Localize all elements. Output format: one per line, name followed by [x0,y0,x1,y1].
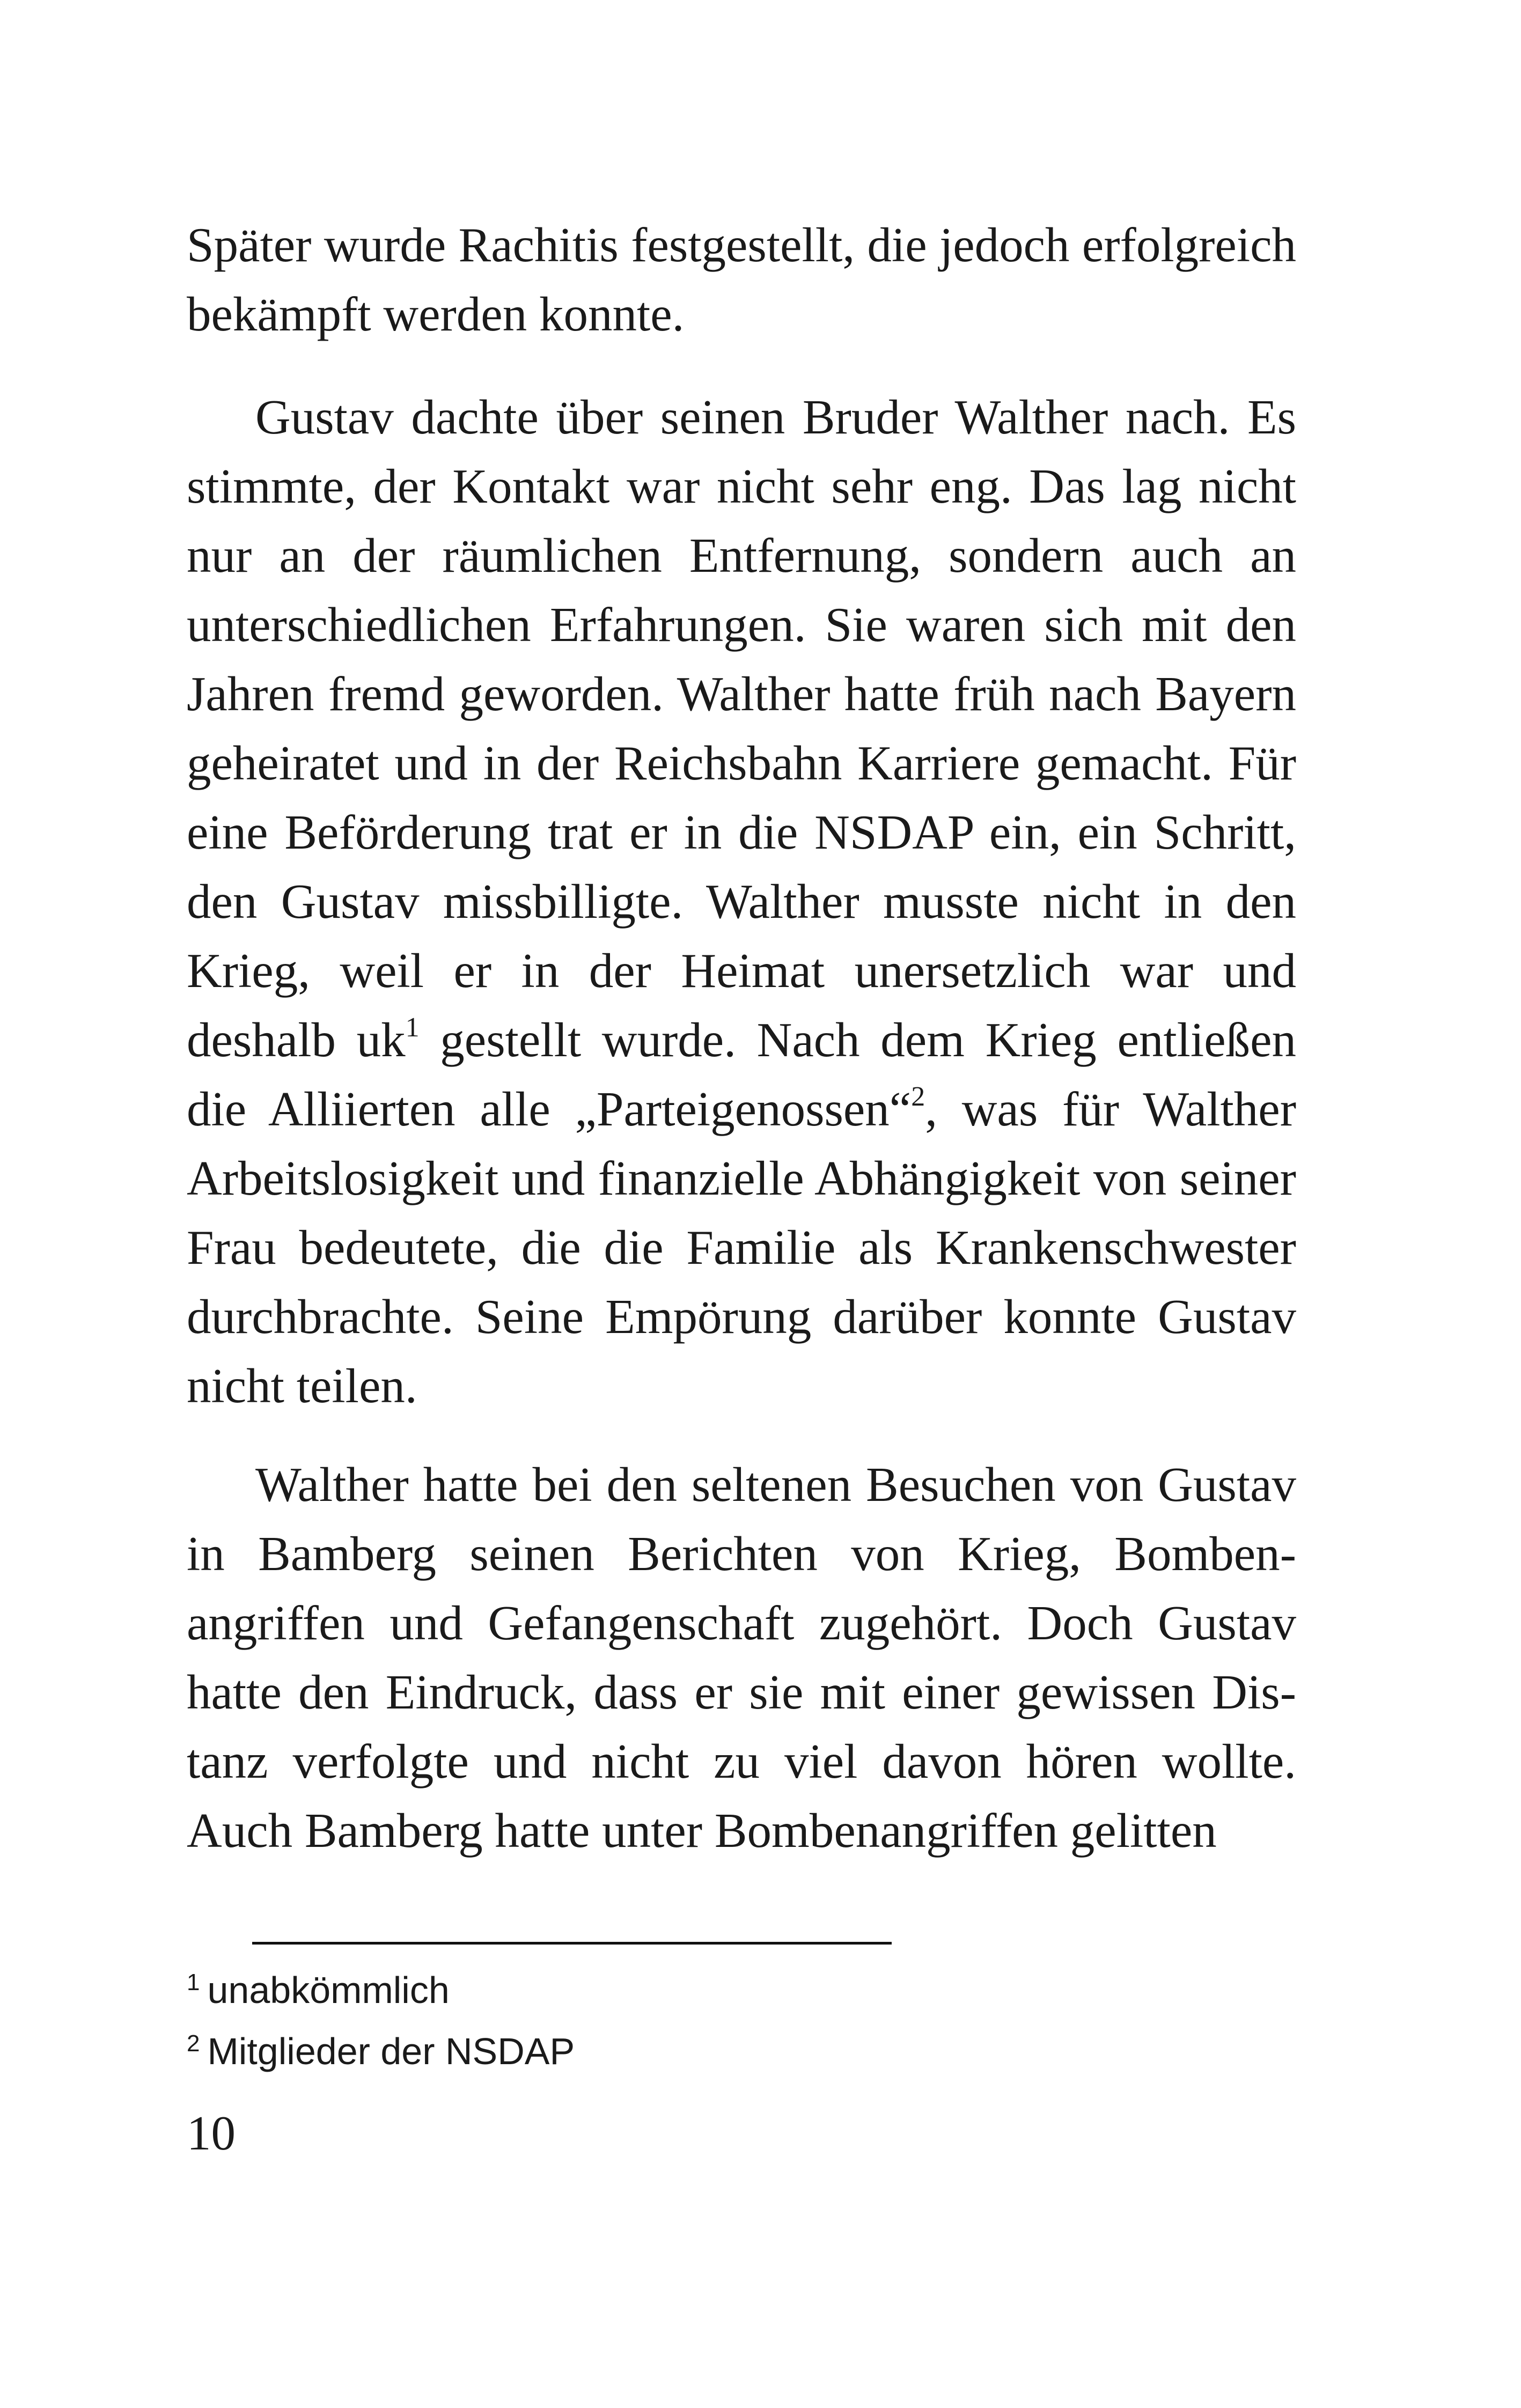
paragraph-3: Walther hatte bei den seltenen Besuchen von Gustav in Bamberg seinen Berichten von Krieg, Bombenangriffen und Gefangenschaft zugehört. Doch Gustav hatte den Eindruck, dass er sie mit einer gewissen Distanz verfolgte und nicht zu viel davon hören wollte. Auch Bamberg hatte unter Bombenangriffen gelitten [187,1457,1296,1858]
page-number: 10 [187,2106,236,2160]
footnote-ref-1[interactable]: 1 [405,1012,420,1043]
paragraph-1: Später wurde Rachitis festgestellt, die jedoch erfolgreich bekämpft werden konnte. [187,218,1296,341]
paragraph-2-text-c: , was für Walther Arbeitslosigkeit und finanzielle Abhängigkeit von seiner Frau bedeutete, die die Familie als Krankenschwester durchbrachte. Seine Empörung darüber konnte Gustav nicht teilen. [187,1082,1296,1413]
footnote-text-1: unabkömmlich [207,1969,450,2011]
footnote-separator [252,1942,892,1945]
paragraph-2-text-a: Gustav dachte über seinen Bruder Walther nach. Es stimmte, der Kontakt war nicht sehr eng. Das lag nicht nur an der räumlichen Entfernung, sondern auch an unterschiedlichen Erfahrungen. Sie waren sich mit den Jahren fremd geworden. Walther hatte früh nach Bayern geheiratet und in der Reichsbahn Karriere gemacht. Für eine Beförderung trat er in die NSDAP ein, ein Schritt, den Gustav missbilligte. Walther musste nicht in den Krieg, weil er in der Heimat unersetzlich war und deshalb uk [187,390,1296,1067]
paragraph-2 [187,382,1296,1420]
footnote-marker-1: 1 [187,1969,200,1995]
footnote-marker-2: 2 [187,2030,200,2057]
footnote-ref-2[interactable]: 2 [911,1081,925,1112]
footnote-2 [187,2024,575,2078]
paragraph-2-text-b: gestellt wurde. Nach dem Krieg entließen die Alliierten alle „Parteigenossen“ [187,1013,1296,1136]
footnote-text-2: Mitglieder der NSDAP [207,2030,575,2072]
footnote-1 [187,1963,450,2017]
